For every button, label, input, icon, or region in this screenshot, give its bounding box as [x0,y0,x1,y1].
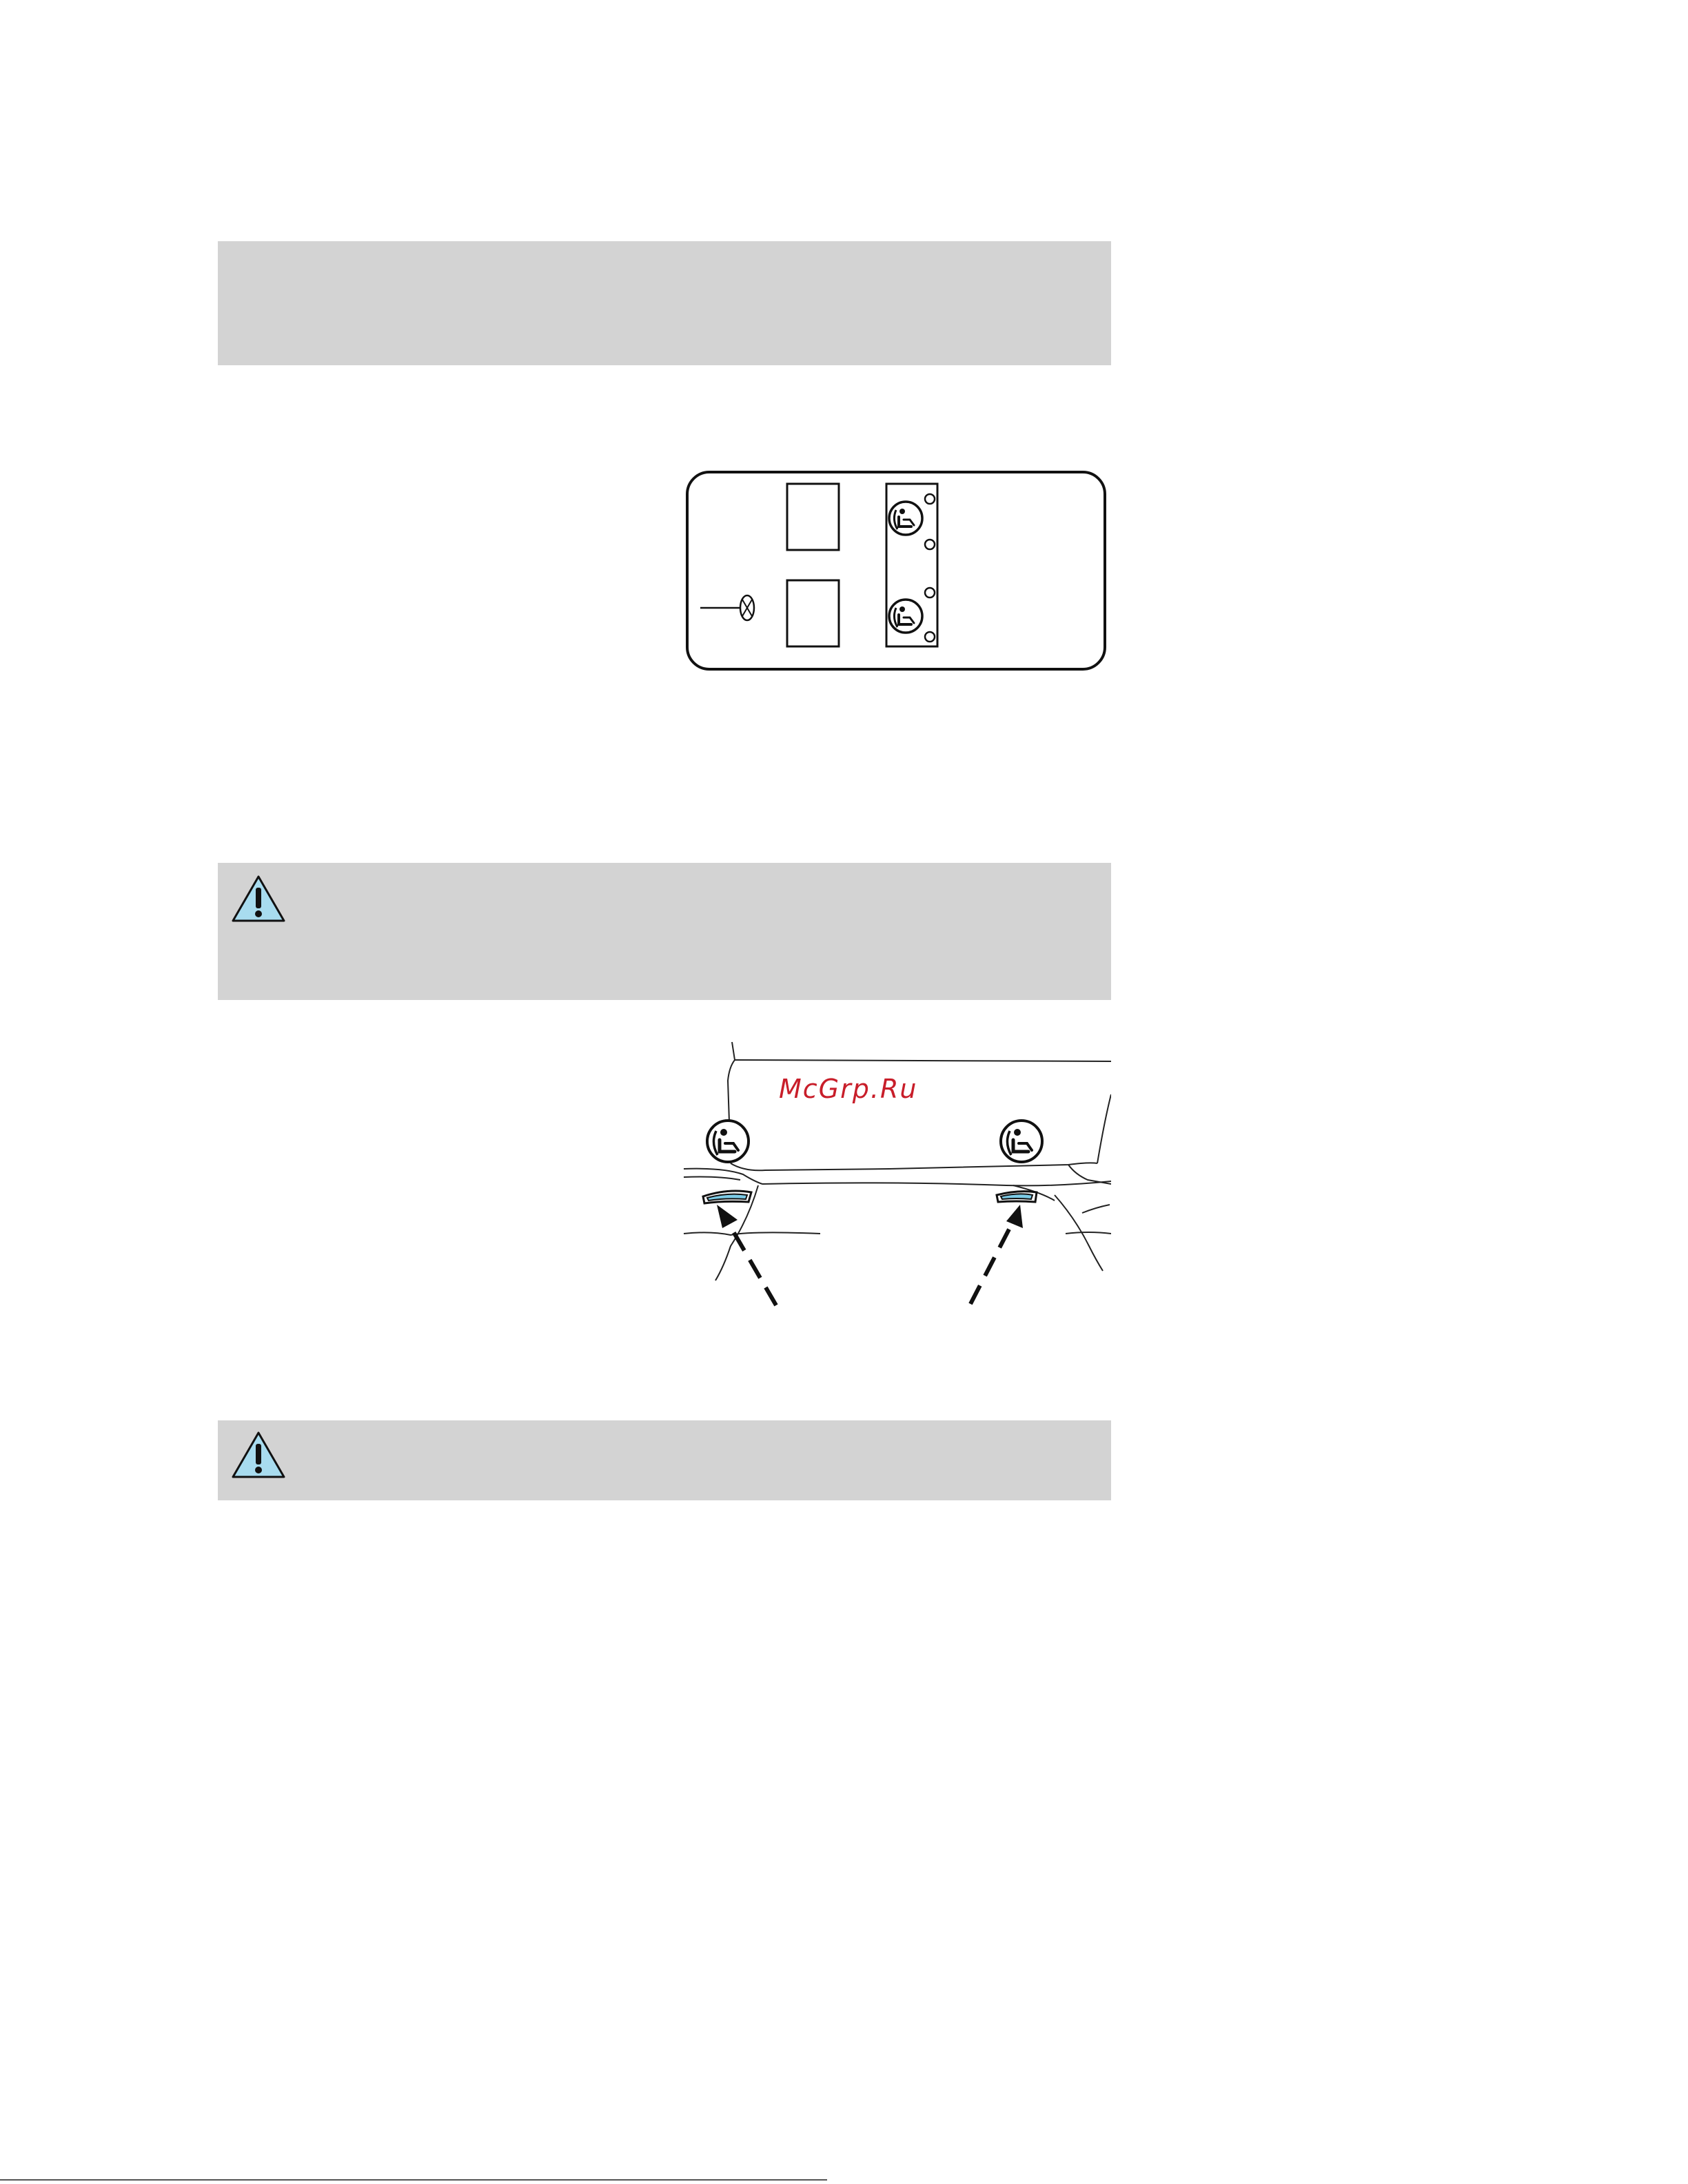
footer-rule [0,2179,827,2181]
info-box [218,241,1111,365]
anchor-point [925,540,935,549]
front-seat-lower [787,580,839,646]
arrow-pointer-left [717,1205,776,1305]
child-seat-anchor-icon [707,1121,749,1162]
anchor-point [925,632,935,642]
warning-triangle-icon [230,874,287,923]
watermark: McGrp.Ru [779,1074,918,1104]
lower-anchor-left [703,1191,751,1203]
child-seat-anchor-icon [889,502,922,535]
child-seat-anchor-icon [1001,1121,1042,1162]
child-seat-anchor-icon [889,600,922,633]
anchor-point [925,588,935,598]
lower-anchor-right [997,1192,1037,1202]
arrow-pointer-right [970,1205,1023,1304]
seat-layout-diagram [685,470,1107,671]
front-seat-upper [787,484,839,550]
warning-box [218,863,1111,1000]
anchor-point [925,494,935,504]
warning-triangle-icon [230,1430,287,1480]
warning-box [218,1420,1111,1500]
